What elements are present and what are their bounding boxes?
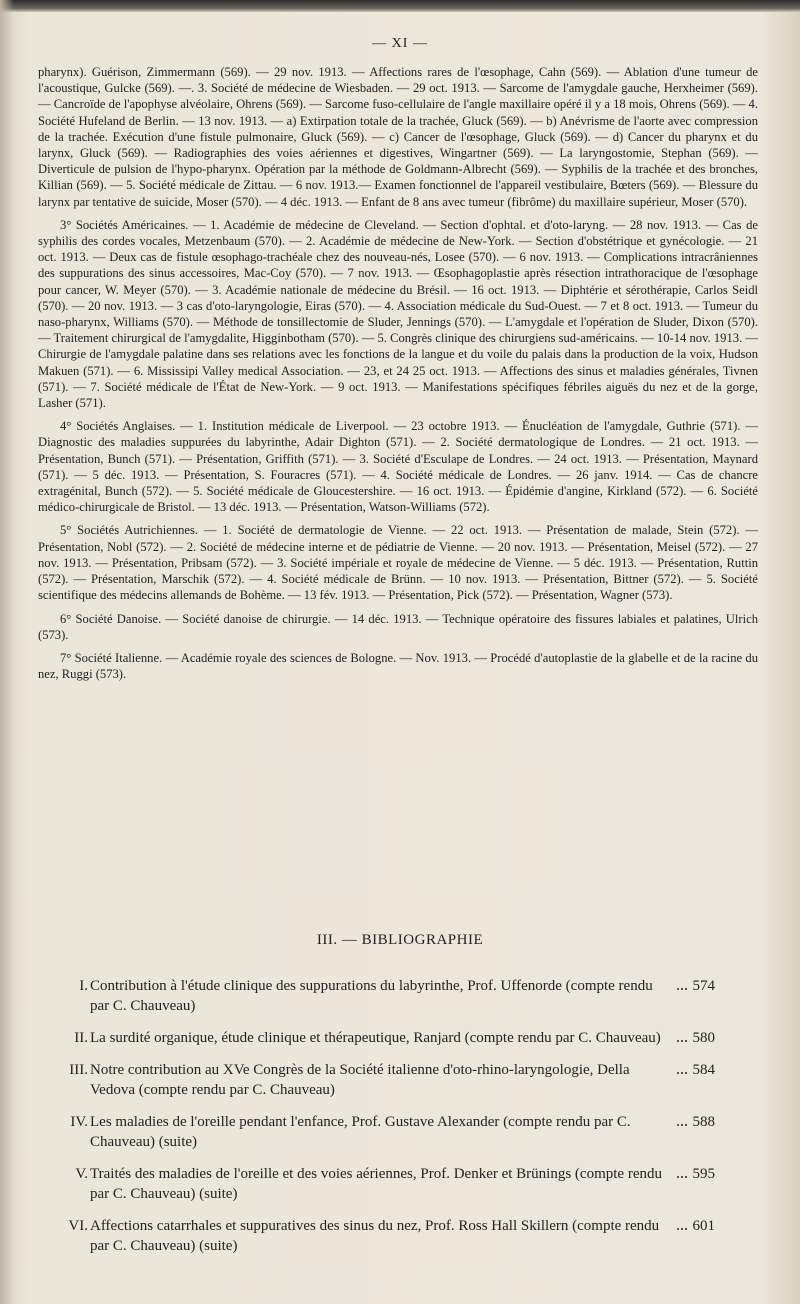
entry-title: La surdité organique, étude clinique et thérapeutique, Ranjard (compte rendu par C. Chauveau) [90, 1030, 661, 1046]
entry-number: VI. [68, 1218, 88, 1234]
bibliography-entry [60, 1060, 715, 1100]
entry-page: 584 [692, 1062, 715, 1078]
paragraph-german-societies-continued: pharynx). Guérison, Zimmermann (569). — 29 nov. 1913. — Affections rares de l'œsophage, Cahn (569). — Ablation d'une tumeur de l'acoustique, Gulcke (569). —. 3. Société de médecine de Wiesbaden. — 29 oct. 1913. — Sarcome de l'amygdale gauche, Herxheimer (569). — Cancroïde de l'apophyse alvéolaire, Ohrens (569). — Sarcome fuso-cellulaire de l'angle maxillaire opéré il y a 18 mois, Ohrens (569). — 4. Société Hufeland de Berlin. — 13 nov. 1913. — a) Extirpation totale de la trachée, Gluck (569). — b) Anévrisme de l'aorte avec compression de la trachée. Exécution d'une fistule pulmonaire, Gluck (569). — c) Cancer de l'œsophage, Gluck (569). — d) Cancer du pharynx et du larynx, Gluck (569). — Radiographies des voies aériennes et digestives, Wingartner (569). — La laryngostomie, Stephan (569). — Diverticule de pulsion de l'hypo-pharynx. Opération par la méthode de Goldmann-Albrecht (569). — Syphilis de la trachée et des bronches, Killian (569). — 5. Société médicale de Zittau. — 6 nov. 1913.— Examen fonctionnel de l'appareil vestibulaire, Bœters (569). — Blessure du larynx par tentative de suicide, Moser (570). — 4 déc. 1913. — Enfant de 8 ans avec tumeur (fibrôme) du maxillaire supérieur, Moser (570). [38, 65, 758, 209]
paragraph-english-societies: 4° Sociétés Anglaises. — 1. Institution médicale de Liverpool. — 23 octobre 1913. — Énucléation de l'amygdale, Guthrie (571). — Diagnostic des maladies suppurées du labyrinthe, Adair Dighton (571). — 2. Société dermatologique de Londres. — 21 oct. 1913. — Présentation, Bunch (571). — Présentation, Griffith (571). — 3. Société d'Esculape de Londres. — 24 oct. 1913. — Présentation, Maynard (571). — 5 déc. 1913. — Présentation, S. Fouracres (571). — 4. Société médicale de Londres. — 26 janv. 1914. — Cas de chancre extragénital, Bunch (572). — 5. Société médicale de Gloucestershire. — 16 oct. 1913. — Épidémie d'angine, Kirkland (572). — 6. Société médico-chirurgicale de Bristol. — 13 déc. 1913. — Présentation, Watson-Williams (572). [38, 419, 758, 515]
page-number: — XI — [372, 36, 428, 51]
entry-page: 601 [692, 1218, 715, 1234]
entry-page: 588 [692, 1114, 715, 1130]
society-reports-text [38, 64, 758, 689]
binding-shadow [0, 0, 14, 1304]
paragraph-danish-society: 6° Société Danoise. — Société danoise de chirurgie. — 14 déc. 1913. — Technique opératoire des fissures labiales et palatines, Ulrich (573). [38, 611, 758, 642]
bibliography-list [60, 976, 715, 1268]
leader-dots [677, 1124, 687, 1126]
paragraph-italian-society: 7° Société Italienne. — Académie royale des sciences de Bologne. — Nov. 1913. — Procédé d'autoplastie de la glabelle et de la racine du nez, Ruggi (573). [38, 650, 758, 682]
bibliography-entry [60, 1216, 715, 1256]
entry-title: Contribution à l'étude clinique des suppurations du labyrinthe, Prof. Uffenorde (compte rendu par C. Chauveau) [90, 978, 653, 1014]
bibliography-entry [60, 976, 715, 1016]
entry-number: IV. [70, 1114, 88, 1130]
entry-number: II. [74, 1030, 88, 1046]
entry-number: V. [75, 1166, 88, 1182]
entry-page: 574 [692, 978, 715, 994]
leader-dots [677, 1176, 687, 1178]
entry-number: III. [69, 1062, 88, 1078]
bibliography-entry [60, 1164, 715, 1204]
bibliography-entry [60, 1028, 715, 1048]
entry-title: Traités des maladies de l'oreille et des voies aériennes, Prof. Denker et Brünings (compte rendu par C. Chauveau) (suite) [90, 1166, 662, 1202]
entry-number: I. [79, 978, 88, 994]
leader-dots [677, 1228, 687, 1230]
entry-title: Les maladies de l'oreille pendant l'enfance, Prof. Gustave Alexander (compte rendu par C. Chauveau) (suite) [90, 1114, 631, 1150]
leader-dots [677, 988, 687, 990]
leader-dots [677, 1040, 687, 1042]
section-heading-bibliographie: III. — BIBLIOGRAPHIE [316, 932, 484, 948]
paragraph-austrian-societies: 5° Sociétés Autrichiennes. — 1. Société de dermatologie de Vienne. — 22 oct. 1913. — Présentation de malade, Stein (572). — Présentation, Nobl (572). — 2. Société de médecine interne et de pédiatrie de Vienne. — 20 nov. 1913. — Présentation, Meisel (572). — 27 nov. 1913. — Présentation, Pribsam (572). — 3. Société impériale et royale de médecine de Vienne. — 5 déc. 1913. — Présentation, Ruttin (572). — Présentation, Marschik (572). — 4. Société médicale de Brünn. — 10 nov. 1913. — Présentation, Bittner (572). — 5. Société scientifique des médecins allemands de Bohème. — 13 fév. 1913. — Présentation, Pick (572). — Présentation, Wagner (573). [38, 523, 758, 603]
scan-edge-top [0, 0, 800, 12]
entry-title: Affections catarrhales et suppuratives des sinus du nez, Prof. Ross Hall Skillern (compte rendu par C. Chauveau) (suite) [90, 1218, 660, 1254]
entry-page: 580 [692, 1030, 715, 1046]
paragraph-american-societies: 3° Sociétés Américaines. — 1. Académie de médecine de Cleveland. — Section d'ophtal. et d'oto-laryng. — 28 nov. 1913. — Cas de syphilis des cordes vocales, Metzenbaum (570). — 2. Académie de médecine de New-York. — Section d'obstétrique et gynécologie. — 21 oct. 1913. — Deux cas de fistule œsophago-trachéale chez des nouveau-nés, Losee (570). — 6 nov. 1913. — Complications intracrâniennes des suppurations des sinus accessoires, Mac-Coy (570). — 7 nov. 1913. — Œsophagoplastie après résection intrathoracique de l'œsophage pour cancer, W. Meyer (570). — 3. Académie nationale de médecine du Brésil. — 16 oct. 1913. — Diphtérie et sérothérapie, Carlos Seidl (570). — 20 nov. 1913. — 3 cas d'oto-laryngologie, Eiras (570). — 4. Association médicale du Sud-Ouest. — 7 et 8 oct. 1913. — Tumeur du naso-pharynx, Williams (570). — Méthode de tonsillectomie de Sluder, Jennings (570). — L'amygdale et l'opération de Sluder, Dixon (570). — Traitement chirurgical de l'amygdalite, Higginbotham (570). — 5. Congrès clinique des chirurgiens sud-américains. — 10-14 nov. 1913. — Chirurgie de l'amygdale palatine dans ses relations avec les fonctions de la langue et du voile du palais dans la production de la voix, Hudson Makuen (571). — 6. Mississipi Valley medical Association. — 23, et 24 25 oct. 1913. — Affections des sinus et maladies générales, Tivnen (571). — 7. Société médicale de l'État de New-York. — 9 oct. 1913. — Manifestations spécifiques fébriles aiguës du nez et de la gorge, Lasher (571). [38, 217, 758, 411]
leader-dots [677, 1072, 687, 1074]
bibliography-entry [60, 1112, 715, 1152]
entry-title: Notre contribution au XVe Congrès de la Société italienne d'oto-rhino-laryngologie, Della Vedova (compte rendu par C. Chauveau) [90, 1062, 630, 1098]
entry-page: 595 [692, 1166, 715, 1182]
